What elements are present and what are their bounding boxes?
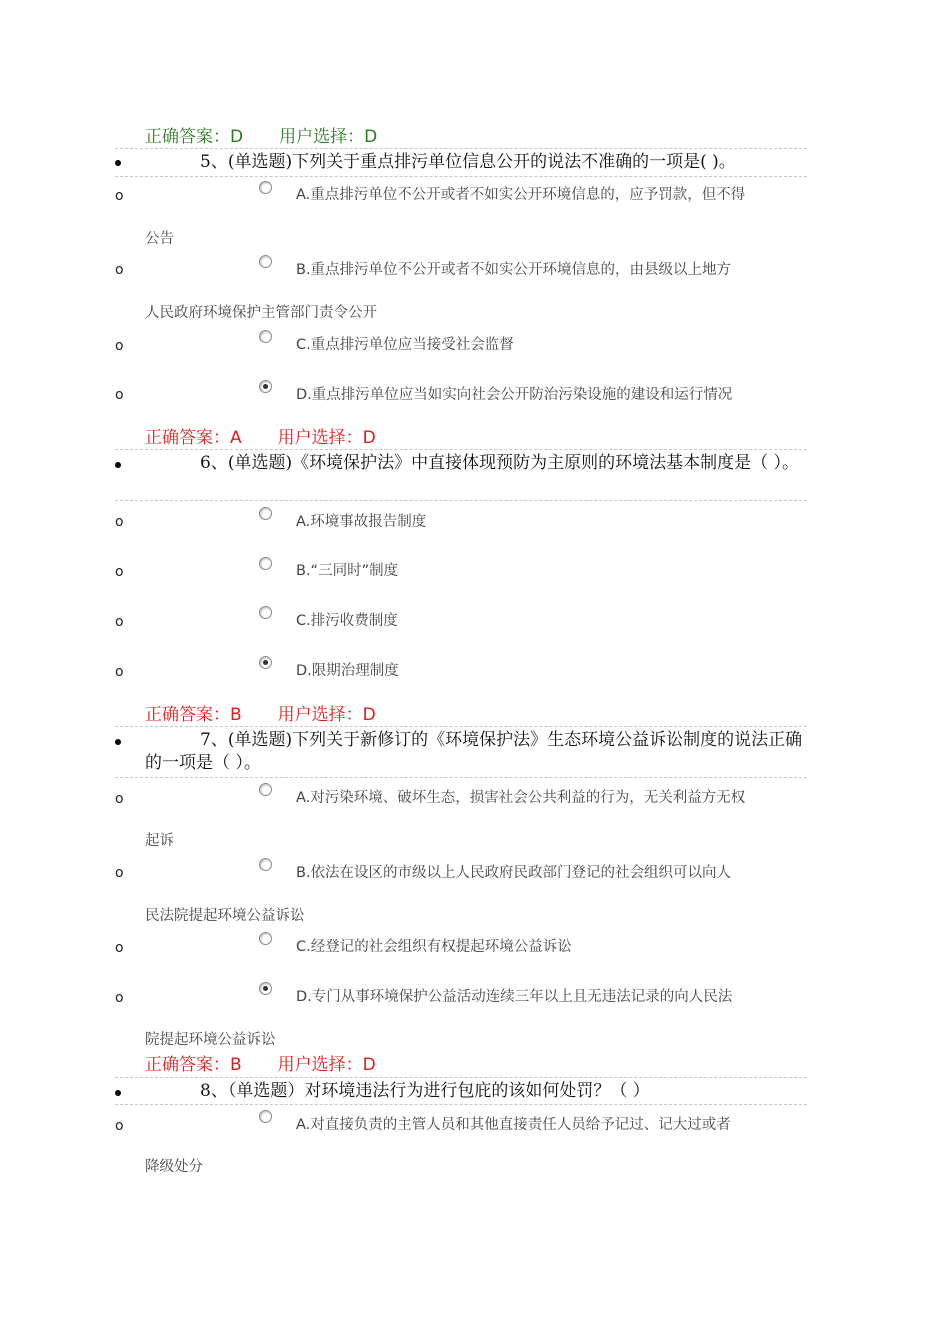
radio-q6-b[interactable] — [259, 557, 272, 570]
option-q6-a: A.环境事故报告制度 — [296, 514, 427, 530]
answer-line-q4 — [145, 127, 377, 147]
option-marker: o — [115, 791, 124, 807]
correct-answer: 正确答案：B — [145, 1055, 242, 1075]
option-q7-d-cont: 院提起环境公益诉讼 — [145, 1032, 276, 1048]
option-q6-c: C.排污收费制度 — [296, 613, 398, 629]
divider — [115, 1104, 807, 1105]
divider — [115, 1077, 807, 1078]
option-q5-a: A.重点排污单位不公开或者不如实公开环境信息的，应予罚款，但不得 — [296, 187, 746, 203]
option-marker: o — [115, 338, 124, 354]
radio-q7-a[interactable] — [259, 783, 272, 796]
option-marker: o — [115, 514, 124, 530]
option-marker: o — [115, 564, 124, 580]
option-q7-a-cont: 起诉 — [145, 833, 174, 849]
radio-q6-a[interactable] — [259, 507, 272, 520]
answer-line-q6 — [145, 705, 376, 725]
question-5-text: 5、(单选题)下列关于重点排污单位信息公开的说法不准确的一项是( )。 — [200, 152, 736, 172]
divider — [115, 148, 807, 149]
radio-q6-d[interactable] — [259, 656, 272, 669]
option-q8-a-cont: 降级处分 — [145, 1159, 203, 1175]
divider — [115, 500, 807, 501]
answer-line-q5 — [145, 428, 376, 448]
radio-q5-c[interactable] — [259, 330, 272, 343]
option-marker: o — [115, 262, 124, 278]
option-q7-c: C.经登记的社会组织有权提起环境公益诉讼 — [296, 939, 572, 955]
question-bullet — [115, 462, 121, 468]
radio-q7-d[interactable] — [259, 982, 272, 995]
radio-q5-d[interactable] — [259, 380, 272, 393]
option-q7-b: B.依法在设区的市级以上人民政府民政部门登记的社会组织可以向人 — [296, 865, 732, 881]
option-marker: o — [115, 387, 124, 403]
question-7-text: 7、(单选题)下列关于新修订的《环境保护法》生态环境公益诉讼制度的说法正确的一项是（ ）。 — [145, 730, 803, 773]
option-q6-d: D.限期治理制度 — [296, 663, 399, 679]
option-q5-d: D.重点排污单位应当如实向社会公开防治污染设施的建设和运行情况 — [296, 387, 733, 403]
correct-answer: 正确答案：A — [145, 428, 242, 448]
option-marker: o — [115, 940, 124, 956]
option-marker: o — [115, 188, 124, 204]
answer-line-q7 — [145, 1055, 376, 1075]
question-bullet — [115, 1090, 121, 1096]
question-bullet — [115, 739, 121, 745]
option-marker: o — [115, 1118, 124, 1134]
user-choice: 用户选择：D — [277, 705, 376, 725]
user-choice: 用户选择：D — [277, 1055, 376, 1075]
option-marker: o — [115, 990, 124, 1006]
radio-q5-a[interactable] — [259, 181, 272, 194]
radio-q6-c[interactable] — [259, 606, 272, 619]
radio-q7-c[interactable] — [259, 932, 272, 945]
option-q7-d: D.专门从事环境保护公益活动连续三年以上且无违法记录的向人民法 — [296, 989, 733, 1005]
question-8-text: 8、（单选题）对环境违法行为进行包庇的该如何处罚？（ ） — [200, 1081, 650, 1101]
divider — [115, 176, 807, 177]
question-bullet — [115, 160, 121, 166]
option-marker: o — [115, 865, 124, 881]
option-q7-b-cont: 民法院提起环境公益诉讼 — [145, 908, 305, 924]
option-marker: o — [115, 664, 124, 680]
user-choice: 用户选择：D — [277, 428, 376, 448]
option-q5-b-cont: 人民政府环境保护主管部门责令公开 — [145, 305, 377, 321]
option-q5-b: B.重点排污单位不公开或者不如实公开环境信息的，由县级以上地方 — [296, 262, 732, 278]
user-choice: 用户选择：D — [279, 127, 378, 147]
option-q5-a-cont: 公告 — [145, 231, 174, 247]
option-q7-a: A.对污染环境、破坏生态，损害社会公共利益的行为，无关利益方无权 — [296, 790, 746, 806]
option-q8-a: A.对直接负责的主管人员和其他直接责任人员给予记过、记大过或者 — [296, 1117, 731, 1133]
radio-q7-b[interactable] — [259, 858, 272, 871]
radio-q8-a[interactable] — [259, 1110, 272, 1123]
option-q5-c: C.重点排污单位应当接受社会监督 — [296, 337, 514, 353]
question-6-text: 6、(单选题)《环境保护法》中直接体现预防为主原则的环境法基本制度是（ ）。 — [200, 453, 799, 473]
option-q6-b: B.“三同时”制度 — [296, 563, 399, 579]
correct-answer: 正确答案：B — [145, 705, 242, 725]
divider — [115, 449, 807, 450]
divider — [115, 777, 807, 778]
divider — [115, 726, 807, 727]
correct-answer: 正确答案：D — [145, 127, 244, 147]
option-marker: o — [115, 614, 124, 630]
radio-q5-b[interactable] — [259, 255, 272, 268]
